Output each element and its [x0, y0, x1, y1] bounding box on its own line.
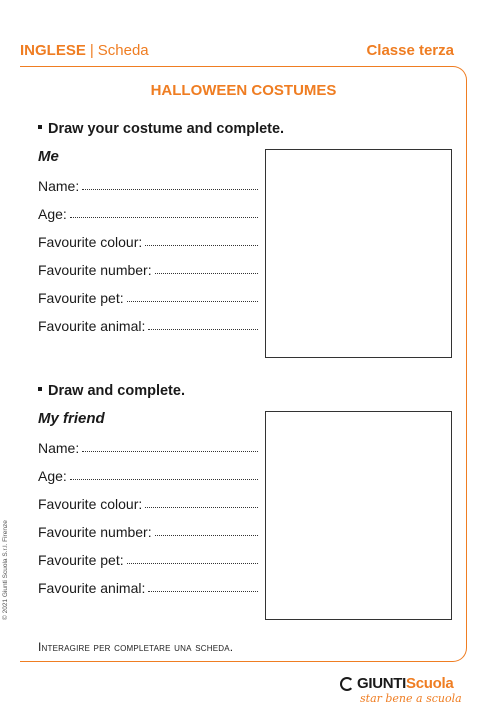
field-pet-me[interactable] — [38, 288, 258, 306]
field-name-friend[interactable] — [38, 438, 258, 456]
field-animal-me[interactable] — [38, 316, 258, 334]
drawing-box-friend[interactable] — [265, 411, 452, 620]
field-animal-friend[interactable] — [38, 578, 258, 596]
field-label: Age: — [38, 206, 67, 222]
write-line[interactable] — [82, 188, 258, 190]
field-label: Favourite colour: — [38, 234, 143, 250]
drawing-box-me[interactable] — [265, 149, 452, 358]
field-name-me[interactable] — [38, 176, 258, 194]
logo-scuola: Scuola — [406, 675, 454, 692]
field-label: Favourite number: — [38, 524, 152, 540]
field-number-friend[interactable] — [38, 522, 258, 540]
instruction-1-text: Draw your costume and complete. — [48, 121, 285, 137]
grade-label: Classe terza — [366, 42, 454, 59]
field-label: Favourite pet: — [38, 290, 124, 306]
write-line[interactable] — [127, 562, 258, 564]
field-label: Favourite animal: — [38, 580, 146, 596]
write-line[interactable] — [82, 450, 258, 452]
section-label: Scheda — [97, 42, 149, 59]
worksheet-title: HALLOWEEN COSTUMES — [150, 82, 337, 99]
write-line[interactable] — [155, 534, 258, 536]
field-label: Name: — [38, 178, 80, 194]
field-label: Favourite number: — [38, 262, 152, 278]
instruction-2 — [38, 383, 185, 399]
write-line[interactable] — [145, 244, 258, 246]
header-separator: | — [89, 42, 94, 59]
footer-note: Interagire per completare una scheda. — [38, 640, 234, 654]
field-number-me[interactable] — [38, 260, 258, 278]
header-subject-line — [20, 42, 149, 59]
logo-tagline: star bene a scuola — [360, 692, 462, 705]
write-line[interactable] — [70, 216, 258, 218]
field-label: Name: — [38, 440, 80, 456]
field-label: Favourite colour: — [38, 496, 143, 512]
copyright-notice: © 2021 Giunti Scuola S.r.l. Firenze — [2, 520, 9, 620]
instruction-1 — [38, 121, 284, 137]
write-line[interactable] — [70, 478, 258, 480]
instruction-2-text: Draw and complete. — [48, 383, 185, 399]
field-label: Age: — [38, 468, 67, 484]
bullet-icon — [38, 387, 42, 391]
field-label: Favourite animal: — [38, 318, 146, 334]
bullet-icon — [38, 125, 42, 129]
field-age-me[interactable] — [38, 204, 258, 222]
section-name-my-friend: My friend — [38, 410, 105, 427]
field-colour-friend[interactable] — [38, 494, 258, 512]
write-line[interactable] — [127, 300, 258, 302]
section-name-me: Me — [38, 148, 59, 165]
write-line[interactable] — [155, 272, 258, 274]
logo-giunti: GIUNTI — [357, 675, 407, 692]
field-pet-friend[interactable] — [38, 550, 258, 568]
write-line[interactable] — [145, 506, 258, 508]
field-colour-me[interactable] — [38, 232, 258, 250]
field-label: Favourite pet: — [38, 552, 124, 568]
write-line[interactable] — [148, 590, 258, 592]
publisher-logo — [340, 675, 462, 705]
subject-label: INGLESE — [20, 42, 86, 59]
write-line[interactable] — [148, 328, 258, 330]
giunti-g-icon — [340, 677, 354, 691]
field-age-friend[interactable] — [38, 466, 258, 484]
